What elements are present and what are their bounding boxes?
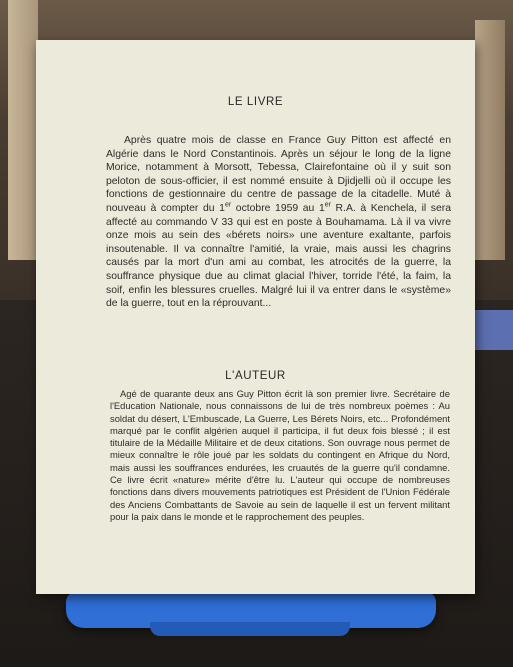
stand-foot <box>150 622 350 636</box>
livre-text-1: Après quatre mois de classe en France Guy Pitton est affecté en Algérie dans le Nord Constantinois. Après un séjour le long de la ligne Morice, notamment à Morsott, Tebessa, Clairefontaine où il y suit son peloton de sous-officier, il est nommé ensuite à Djidjelli où il occupe les fonctions de gestionnaire du centre de passage de la citadelle. Muté à nouveau à compter du <box>106 135 451 214</box>
livre-heading: LE LIVRE <box>227 96 284 108</box>
book-back-cover <box>36 40 475 594</box>
livre-text-3: R.A. à Kenchela, il sera affecté au commando V 33 qui est en poste à Bouhamama. Là il va vivre onze mois au sein des «bérets noirs» une aventure exaltante, parfois insoutenable. Il va connaître l'amitié, la vraie, mais aussi les chagrins causés par la mort d'un ami au combat, les atrocités de la guerre, la souffrance physique due au climat glacial l'hiver, torride l'été, la faim, la soif, enfin les blessures cruelles. Malgré lui il va entrer dans le «système» de la guerre, tout en la réprouvant... <box>106 202 452 310</box>
auteur-heading: L'AUTEUR <box>225 370 286 382</box>
auteur-paragraph: Agé de quarante deux ans Guy Pitton écrit là son premier livre. Secrétaire de l'Education Nationale, nous connaissons de lui de très nombreux poèmes : Au soldat du désert, L'Embuscade, La Guerre, Les Bérets Noirs, etc... Profondément marqué par le conflit algérien auquel il participa, il fut deux fois blessé ; il est titulaire de la Médaille Militaire et de deux citations. Son ouvrage nous permet de mieux connaître le rôle joué par les soldats du contingent en Afrique du Nord, mais aussi les souffrances endurées, les cruautés de la guerre qu'il condamne. Ce livre écrit «nature» mérite d'être lu. L'auteur qui occupe de nombreuses fonctions dans divers mouvements patriotiques est Président de l'Union Fédérale des Anciens Combattants de Savoie au sein de laquelle il est un fervent militant pour la paix dans le monde et le rapprochement des peuples. <box>110 388 450 522</box>
background-book-left <box>8 0 38 260</box>
background-book-right <box>475 20 505 260</box>
livre-paragraph: Après quatre mois de classe en France Guy Pitton est affecté en Algérie dans le Nord Constantinois. Après un séjour le long de la ligne Morice, notamment à Morsott, Tebessa, Clairefontaine où il y suit son peloton de sous-officier, il est nommé ensuite à Djidjelli où il occupe les fonctions de gestionnaire du centre de passage de la citadelle. Muté à nouveau à compter du 1er octobre 1959 au 1er R.A. à Kenchela, il sera affecté au commando V 33 qui est en poste à Bouhamama. Là il va vivre onze mois au sein des «bérets noirs» une aventure exaltante, parfois insoutenable. Il va connaître l'amitié, la vraie, mais aussi les chagrins causés par la mort d'un ami au combat, les atrocités de la guerre, la souffrance physique due au climat glacial l'hiver, torride l'été, la faim, la soif, enfin les blessures cruelles. Malgré lui il va entrer dans le «système» de la guerre, tout en la réprouvant... <box>106 135 452 310</box>
